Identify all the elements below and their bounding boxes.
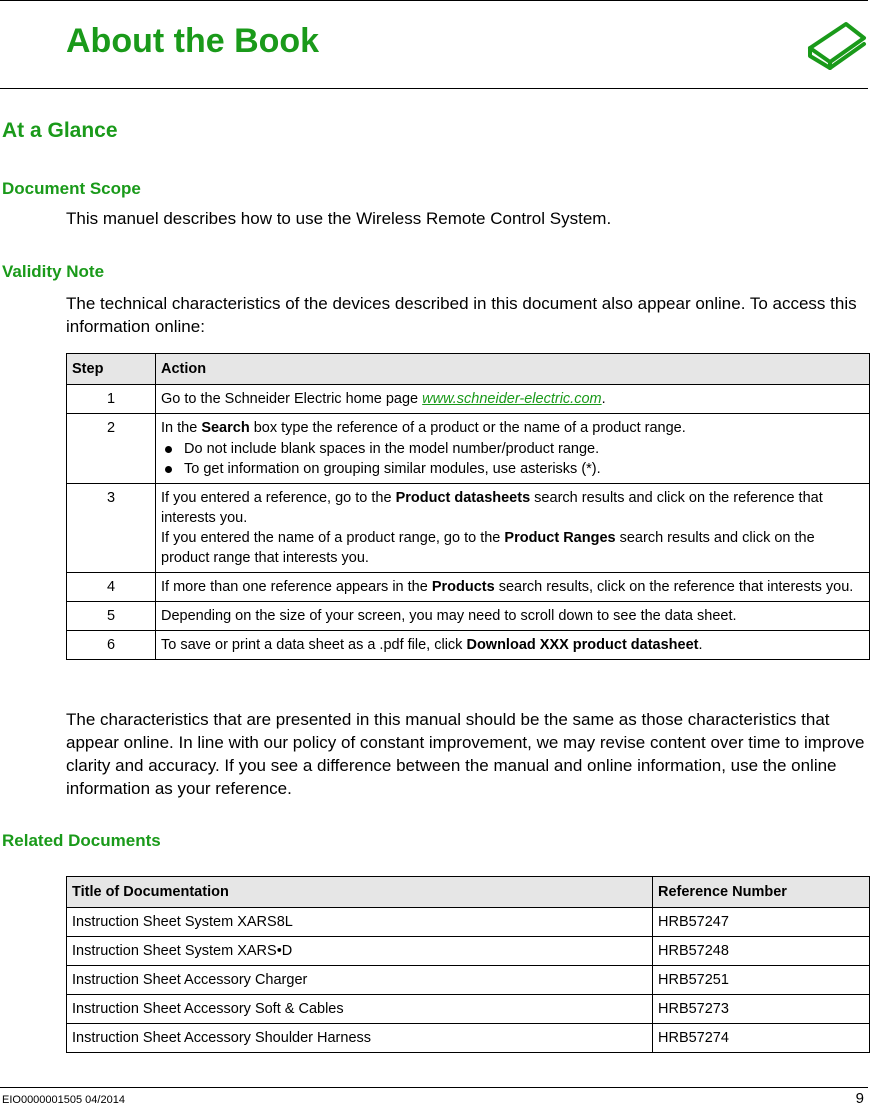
action-text: In the bbox=[161, 420, 202, 436]
step-number: 1 bbox=[67, 385, 156, 414]
step-action bbox=[156, 385, 870, 414]
top-rule bbox=[0, 0, 868, 1]
steps-table-header bbox=[67, 354, 870, 385]
doc-title: Instruction Sheet Accessory Soft & Cables bbox=[67, 995, 653, 1024]
action-text: search results and click on the product range that interests you. bbox=[161, 530, 815, 566]
footer-doc-id: EIO0000001505 04/2014 bbox=[2, 1094, 125, 1106]
section-heading-at-a-glance: At a Glance bbox=[2, 119, 118, 142]
action-text: If more than one reference appears in the bbox=[161, 579, 432, 595]
step-number: 3 bbox=[67, 484, 156, 573]
table-row bbox=[67, 966, 870, 995]
table-row bbox=[67, 908, 870, 937]
document-scope-text: This manuel describes how to use the Wireless Remote Control System. bbox=[66, 209, 612, 228]
page-title: About the Book bbox=[66, 22, 320, 60]
doc-reference: HRB57247 bbox=[653, 908, 870, 937]
doc-reference: HRB57273 bbox=[653, 995, 870, 1024]
table-row bbox=[67, 937, 870, 966]
action-emphasis: Search bbox=[201, 420, 250, 436]
table-row bbox=[67, 573, 870, 602]
step-action bbox=[156, 573, 870, 602]
bullet-list bbox=[161, 439, 864, 479]
validity-note-intro: The technical characteristics of the devices described in this document also appear online. To access this information online: bbox=[66, 294, 857, 336]
page-number: 9 bbox=[855, 1090, 864, 1107]
book-icon bbox=[806, 18, 868, 70]
website-link[interactable]: www.schneider-electric.com bbox=[422, 391, 602, 407]
steps-table bbox=[66, 353, 870, 660]
action-emphasis: Products bbox=[431, 579, 495, 595]
docs-table-header bbox=[67, 877, 870, 908]
action-text: If you entered the name of a product range, go to the bbox=[161, 530, 505, 546]
table-row bbox=[67, 385, 870, 414]
doc-title: Instruction Sheet System XARS8L bbox=[67, 908, 653, 937]
table-row bbox=[67, 995, 870, 1024]
section-heading-related-documents: Related Documents bbox=[2, 831, 161, 850]
action-emphasis: Product Ranges bbox=[504, 530, 616, 546]
table-row bbox=[67, 414, 870, 484]
table-row bbox=[67, 631, 870, 660]
column-header-action: Action bbox=[156, 354, 870, 385]
step-number: 2 bbox=[67, 414, 156, 484]
action-text: Go to the Schneider Electric home page bbox=[161, 391, 423, 407]
action-text: . bbox=[601, 391, 606, 407]
step-action bbox=[156, 631, 870, 660]
doc-reference: HRB57274 bbox=[653, 1024, 870, 1053]
doc-title: Instruction Sheet Accessory Shoulder Harness bbox=[67, 1024, 653, 1053]
step-number: 6 bbox=[67, 631, 156, 660]
action-text: search results and click on the reference that interests you. bbox=[161, 490, 823, 526]
section-heading-validity-note: Validity Note bbox=[2, 262, 105, 281]
action-text: To save or print a data sheet as a .pdf file, click bbox=[161, 637, 467, 653]
step-action bbox=[156, 484, 870, 573]
action-text: box type the reference of a product or the name of a product range. bbox=[249, 420, 686, 436]
validity-note-outro: The characteristics that are presented in this manual should be the same as those characteristics that appear online. In line with our policy of constant improvement, we may revise content over time to improve clarity and accuracy. If you see a difference between the manual and online information, use the online information as your reference. bbox=[66, 710, 865, 798]
step-action bbox=[156, 414, 870, 484]
list-item: To get information on grouping similar modules, use asterisks (*). bbox=[161, 459, 864, 479]
doc-title: Instruction Sheet Accessory Charger bbox=[67, 966, 653, 995]
column-header-step: Step bbox=[67, 354, 156, 385]
table-row bbox=[67, 1024, 870, 1053]
action-text: Depending on the size of your screen, you may need to scroll down to see the data sheet. bbox=[161, 608, 737, 624]
step-number: 5 bbox=[67, 602, 156, 631]
action-text: . bbox=[698, 637, 703, 653]
doc-title: Instruction Sheet System XARS•D bbox=[67, 937, 653, 966]
doc-reference: HRB57251 bbox=[653, 966, 870, 995]
footer-rule bbox=[0, 1087, 868, 1088]
action-line bbox=[161, 528, 864, 568]
action-line bbox=[161, 488, 864, 528]
section-heading-document-scope: Document Scope bbox=[2, 179, 141, 198]
column-header-title: Title of Documentation bbox=[67, 877, 653, 908]
action-emphasis: Download XXX product datasheet bbox=[466, 637, 699, 653]
related-documents-table bbox=[66, 876, 870, 1053]
header-rule bbox=[0, 88, 868, 89]
list-item: Do not include blank spaces in the model number/product range. bbox=[161, 439, 864, 459]
action-text: search results, click on the reference that interests you. bbox=[494, 579, 854, 595]
table-row bbox=[67, 484, 870, 573]
doc-reference: HRB57248 bbox=[653, 937, 870, 966]
action-emphasis: Product datasheets bbox=[395, 490, 531, 506]
table-row bbox=[67, 602, 870, 631]
column-header-reference: Reference Number bbox=[653, 877, 870, 908]
step-action bbox=[156, 602, 870, 631]
step-number: 4 bbox=[67, 573, 156, 602]
action-text: If you entered a reference, go to the bbox=[161, 490, 396, 506]
